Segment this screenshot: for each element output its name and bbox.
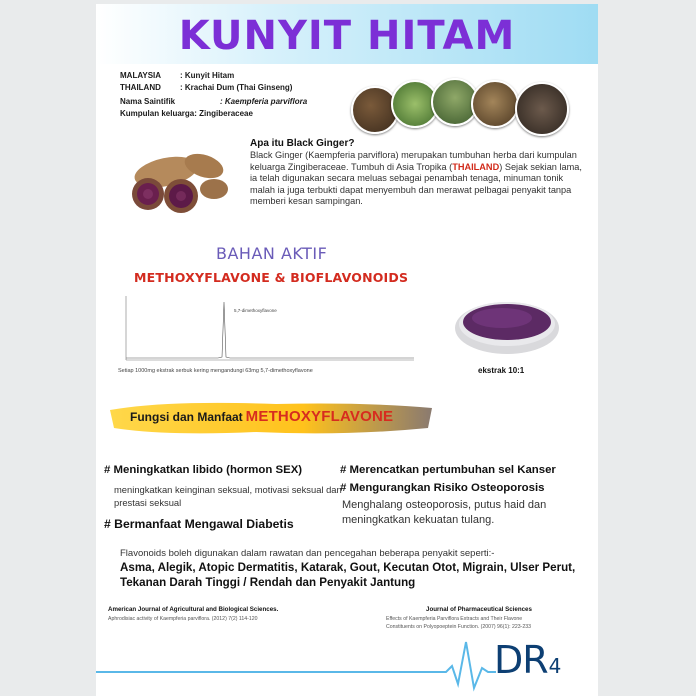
graph-caption: Setiap 1000mg ekstrak serbuk kering mengandungi 63mg 5,7-dimethoxyflavone bbox=[118, 368, 313, 374]
function-diabetes-title: # Bermanfaat Mengawal Diabetis bbox=[104, 517, 294, 531]
function-osteo-body: Menghalang osteoporosis, putus haid dan meningkatkan kekuatan tulang. bbox=[342, 499, 547, 526]
logo-main: DR bbox=[494, 638, 548, 682]
extract-powder-image bbox=[452, 284, 562, 359]
info-row-kumpulan bbox=[120, 108, 307, 120]
flavonoids-section bbox=[120, 548, 590, 590]
info-value: : Kunyit Hitam bbox=[180, 71, 235, 80]
info-key: Kumpulan keluarga bbox=[120, 109, 195, 118]
banner-prefix: Fungsi dan Manfaat bbox=[130, 410, 243, 424]
info-row-saintifik bbox=[120, 96, 307, 108]
reference-right-sub-1: Effects of Kaempferia Parviflora Extracts and Their Flavone bbox=[386, 616, 523, 622]
function-libido-body: meningkatkan keinginan seksual, motivasi seksual dan prestasi seksual bbox=[114, 484, 342, 508]
graph-peak-label: 5,7-dimethoxyflavone bbox=[234, 308, 277, 313]
function-osteo-title: # Mengurangkan Risiko Osteoporosis bbox=[340, 482, 545, 494]
about-highlight: THAILAND bbox=[452, 161, 500, 172]
info-key: THAILAND bbox=[120, 83, 161, 92]
banner-highlight: METHOXYFLAVONE bbox=[245, 408, 394, 425]
logo-sub: 4 bbox=[548, 654, 561, 678]
active-heading: BAHAN AKTIF bbox=[216, 244, 328, 263]
black-ginger-image bbox=[126, 144, 238, 219]
reference-left-title: American Journal of Agricultural and Biological Sciences. bbox=[108, 606, 279, 613]
page-title: KUNYIT HITAM bbox=[178, 13, 516, 59]
info-key: MALAYSIA bbox=[120, 71, 162, 80]
about-text: Black Ginger (Kaempferia parviflora) merupakan tumbuhan herba dari kumpulan keluarga Zingiberaceae. Tumbuh di Asia Tropika ( bbox=[250, 150, 577, 172]
dr4-logo bbox=[494, 638, 560, 682]
flyer-page bbox=[96, 4, 598, 696]
extract-caption: ekstrak 10:1 bbox=[478, 366, 525, 375]
info-value: : Zingiberaceae bbox=[194, 109, 253, 118]
function-kanser-title: # Merencatkan pertumbuhan sel Kanser bbox=[340, 464, 556, 476]
function-libido-title: # Meningkatkan libido (hormon SEX) bbox=[104, 464, 303, 476]
chromatogram-graph bbox=[118, 294, 418, 364]
flavonoids-intro: Flavonoids boleh digunakan dalam rawatan dan pencegahan beberapa penyakit seperti:- bbox=[120, 548, 495, 559]
about-title: Apa itu Black Ginger? bbox=[250, 138, 355, 149]
info-value: : Krachai Dum (Thai Ginseng) bbox=[180, 83, 293, 92]
plant-photo-strip bbox=[351, 78, 581, 138]
roots-photo bbox=[471, 80, 519, 128]
info-row-malaysia bbox=[120, 70, 307, 82]
active-compounds: METHOXYFLAVONE & BIOFLAVONOIDS bbox=[134, 270, 409, 285]
dried-pieces-photo bbox=[515, 82, 569, 136]
info-row-thailand bbox=[120, 82, 307, 94]
reference-right-sub-2: Constituents on Polyopoeptein Function. (2007) 96(1): 223-233 bbox=[386, 624, 532, 630]
about-body bbox=[250, 150, 584, 208]
info-key: Nama Saintifik bbox=[120, 97, 176, 106]
reference-right-title: Journal of Pharmaceutical Sciences bbox=[426, 606, 532, 613]
banner-heading bbox=[130, 408, 393, 426]
reference-left-sub: Aphrodisiac activity of Kaempferia parviflora. (2012) 7(2) 114-120 bbox=[108, 616, 258, 622]
about-text: ) Sejak sekian lama, ia telah digunakan secara meluas sebagai penambah tenaga, minuman tonik malah ia juga terbukti dapat menyembuh dan merawat pelbagai penyakit tanpa memberi kesan sampingan. bbox=[250, 161, 582, 206]
plant-info bbox=[120, 70, 307, 120]
flavonoids-disease-list: Asma, Alegik, Atopic Dermatitis, Katarak, Gout, Kecutan Otot, Migrain, Ulser Perut, Tekanan Darah Tinggi / Rendah dan Penyakit Jantung bbox=[120, 561, 576, 589]
info-value: : Kaempferia parviflora bbox=[220, 97, 308, 106]
